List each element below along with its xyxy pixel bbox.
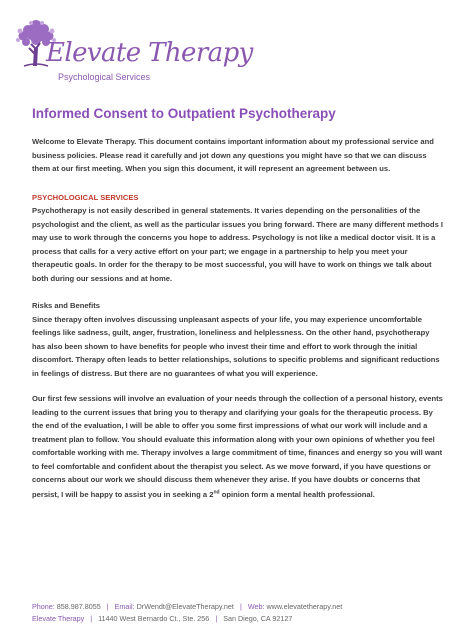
evaluation-paragraph: [32, 392, 444, 502]
footer-separator: |: [215, 614, 218, 623]
footer-separator: |: [106, 602, 109, 611]
email-link[interactable]: DrWendt@ElevateTherapy.net: [136, 602, 234, 611]
logo: [12, 18, 253, 86]
street-address: 11440 West Bernardo Ct., Ste. 256: [98, 614, 210, 623]
ordinal-suffix: nd: [213, 489, 220, 496]
footer-contact-line: [32, 601, 452, 613]
phone-label: Phone:: [32, 602, 55, 611]
document-body: [32, 135, 444, 502]
footer: [32, 601, 452, 625]
brand-tagline: Psychological Services: [58, 72, 151, 82]
web-link[interactable]: www.elevatetherapy.net: [266, 602, 343, 611]
email-label: Email:: [114, 602, 135, 611]
web-label: Web:: [247, 602, 265, 611]
footer-separator: |: [90, 614, 93, 623]
footer-separator: |: [239, 602, 242, 611]
footer-address-line: [32, 613, 452, 625]
city-state-zip: San Diego, CA 92127: [223, 614, 293, 623]
brand-name: Elevate Therapy: [46, 38, 253, 68]
risks-benefits-paragraph: Since therapy often involves discussing unpleasant aspects of your life, you may experience uncomfortable feelings like sadness, guilt, anger, frustration, loneliness and helplessness. On the other hand, psychotherapy has also been shown to have benefits for people who invest their time and effort to work through the initial discomfort. Therapy often leads to better relationships, solutions to specific problems and significant reductions in feelings of distress. But there are no guarantees of what you will experience.: [32, 314, 440, 378]
phone-number: 858.987.8055: [56, 602, 101, 611]
psych-services-heading: PSYCHOLOGICAL SERVICES: [32, 192, 139, 202]
risks-benefits-heading: Risks and Benefits: [32, 301, 100, 310]
document-title: Informed Consent to Outpatient Psychotherapy: [32, 106, 336, 121]
company-name: Elevate Therapy: [32, 614, 85, 623]
evaluation-text: Our first few sessions will involve an evaluation of your needs through the collection of a personal history, events leading to the current issues that bring you to therapy and clarifying your goals for the therapeutic process. By the end of the evaluation, I will be able to offer you some first impressions of what our work will include and a treatment plan to follow. You should evaluate this information along with your own opinions of whether you feel comfortable working with me. Therapy involves a large commitment of time, finances and energy so you will want to feel comfortable and confident about the therapist you select. As we move forward, if you have questions or concerns about our work we should discuss them whenever they arise. If you have doubts or concerns that persist, I will be happy to assist you in seeking a 2nd opinion form a mental health professional.: [32, 394, 443, 500]
psych-services-paragraph: Psychotherapy is not easily described in general statements. It varies depending on the personalities of the psychologist and the client, as well as the particular issues you bring forward. There are many different methods I may use to work through the concerns you hope to address. Psychology is not like a medical doctor visit. It is a process that calls for a very active effort on your part; we engage in a partnership to help you meet your therapeutic goals. In order for the therapy to be most successful, you will have to work on things we talk about both during our sessions and at home.: [32, 206, 444, 283]
intro-paragraph: Welcome to Elevate Therapy. This document contains important information about my professional service and business policies. Please read it carefully and jot down any questions you might have so that we can discuss them at our first meeting. When you sign this document, it will represent an agreement between us.: [32, 137, 434, 173]
